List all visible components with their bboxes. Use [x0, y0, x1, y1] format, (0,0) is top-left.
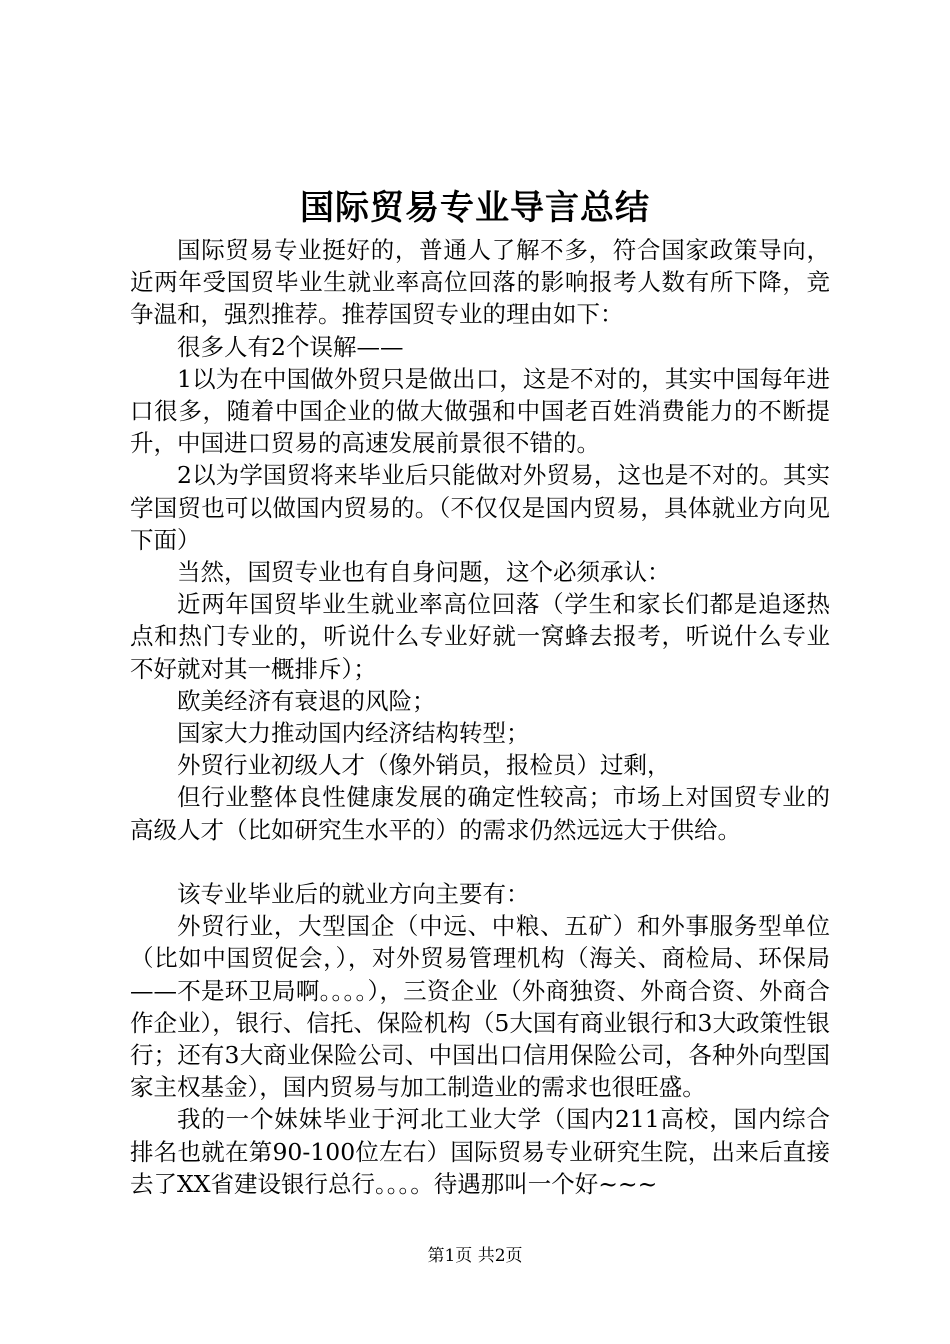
paragraph-misconceptions-heading: 很多人有2个误解—— [177, 332, 404, 361]
blank-line [130, 846, 830, 878]
paragraph-careers-heading: 该专业毕业后的就业方向主要有： [177, 880, 530, 909]
paragraph-misconception-1: 1以为在中国做外贸只是做出口，这是不对的，其实中国每年进口很多，随着中国企业的做大做强和中国老百姓消费能力的不断提升，中国进口贸易的高速发展前景很不错的。 [130, 364, 830, 458]
paragraph-problem-economy: 欧美经济有衰退的风险； [177, 686, 436, 715]
paragraph-problems-heading: 当然，国贸专业也有自身问题，这个必须承认： [177, 558, 671, 587]
paragraph-intro: 国际贸易专业挺好的，普通人了解不多，符合国家政策导向，近两年受国贸毕业生就业率高位回落的影响报考人数有所下降，竞争温和，强烈推荐。推荐国贸专业的理由如下： [130, 236, 830, 329]
paragraph-careers-list: 外贸行业，大型国企（中远、中粮、五矿）和外事服务型单位（比如中国贸促会，），对外贸易管理机构（海关、商检局、环保局——不是环卫局啊。。。。），三资企业（外商独资、外商合资、外商合作企业），银行、信托、保险机构（5大国有商业银行和3大政策性银行；还有3大商业保险公司、中国出口信用保险公司，各种外向型国家主权基金），国内贸易与加工制造业的需求也很旺盛。 [130, 912, 830, 1102]
paragraph-misconception-2: 2以为学国贸将来毕业后只能做对外贸易，这也是不对的。其实学国贸也可以做国内贸易的。（不仅仅是国内贸易，具体就业方向见下面） [130, 461, 830, 554]
paragraph-problem-transition: 国家大力推动国内经济结构转型； [177, 719, 530, 748]
document-body [130, 234, 830, 1200]
document-title: 国际贸易专业导言总结 [300, 188, 650, 228]
paragraph-problem-employment: 近两年国贸毕业生就业率高位回落（学生和家长们都是追逐热点和热门专业的，听说什么专业好就一窝蜂去报考，听说什么专业不好就对其一概排斥）； [130, 590, 830, 683]
paragraph-outlook: 但行业整体良性健康发展的确定性较高；市场上对国贸专业的高级人才（比如研究生水平的）的需求仍然远远大于供给。 [130, 783, 830, 844]
paragraph-problem-surplus: 外贸行业初级人才（像外销员，报检员）过剩， [177, 751, 671, 780]
paragraph-example: 我的一个妹妹毕业于河北工业大学（国内211高校，国内综合排名也就在第90-100位左右）国际贸易专业研究生院，出来后直接去了XX省建设银行总行。。。。待遇那叫一个好~~~ [130, 1105, 830, 1198]
page-footer: 第1页 共2页 [427, 1246, 523, 1266]
